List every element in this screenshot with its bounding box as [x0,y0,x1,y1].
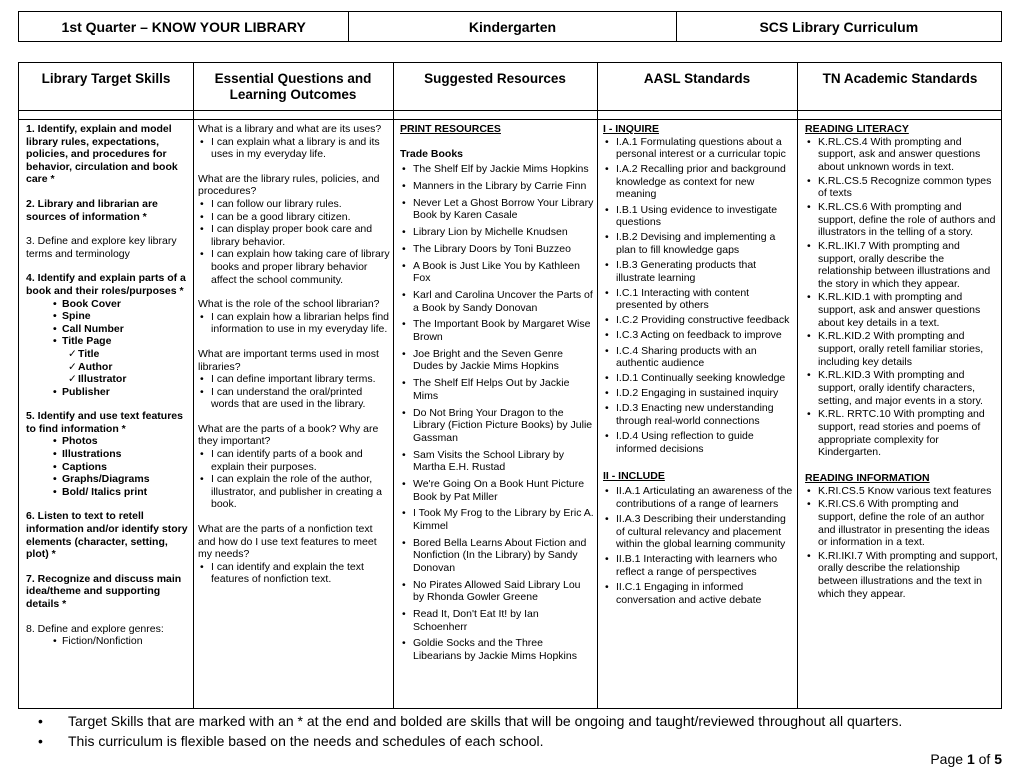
skill-5-item: • Graphs/Diagrams [26,473,188,486]
book-item: • Joe Bright and the Seven Genre Dudes by Jackie Mims Hopkins [400,348,594,373]
col-header-questions: Essential Questions and Learning Outcomes [214,71,372,102]
tn-information-heading: READING INFORMATION [805,471,930,484]
aasl-standard: • I.C.4 Sharing products with an authentic audience [603,345,795,370]
resources-column [400,123,594,667]
aasl-inquire-heading: I - INQUIRE [603,123,660,135]
aasl-standard: • I.A.1 Formulating questions about a personal interest or a curricular topic [603,136,795,161]
page-number: Page 1 of 5 [930,751,1002,767]
skill-5-item: • Captions [26,461,188,474]
tn-standard: • K.RI.IKI.7 With prompting and support, orally describe the relationship between illustrations and the text in which they appear. [805,550,999,600]
tn-literacy-heading: READING LITERACY [805,123,909,135]
aasl-standard: • I.C.3 Acting on feedback to improve [603,329,795,342]
tn-column [805,123,999,601]
skill-4-check: ✓ Title [26,348,188,361]
book-item: • A Book is Just Like You by Kathleen Fox [400,260,594,285]
tn-standard: • K.RL.IKI.7 With prompting and support, orally describe the relationship between illustrations and the story in which they appear. [805,240,999,290]
book-item: • Never Let a Ghost Borrow Your Library Book by Karen Casale [400,197,594,222]
skill-5: 5. Identify and use text features to find information * [26,410,183,435]
tn-standard: • K.RL.KID.3 With prompting and support, orally identify characters, setting, and major events in a story. [805,369,999,407]
col-header-resources: Suggested Resources [424,71,566,86]
aasl-standard: • II.A.1 Articulating an awareness of the contributions of a range of learners [603,485,795,510]
question: What are the parts of a nonfiction text and how do I use text features to meet my needs? [198,523,377,561]
outcome: • I can display proper book care and library behavior. [198,223,390,248]
aasl-include-list [603,485,795,606]
col-header-aasl: AASL Standards [643,71,751,86]
skill-4-item: • Title Page [26,335,188,348]
aasl-column [603,123,795,609]
skill-8-item: • Fiction/Nonfiction [26,635,188,648]
outcome: • I can be a good library citizen. [198,211,390,224]
question: What are the parts of a book? Why are they important? [198,422,379,448]
curriculum-title: SCS Library Curriculum [759,18,919,35]
tn-information-list [805,485,999,601]
book-item: • Goldie Socks and the Three Libearians by Jackie Mims Hopkins [400,637,594,662]
skill-4-item: • Spine [26,310,188,323]
tn-standard: • K.RL.KID.2 With prompting and support, orally retell familiar stories, including key details [805,330,999,368]
aasl-standard: • I.C.1 Interacting with content presented by others [603,287,795,312]
question: What is the role of the school librarian? [198,298,380,311]
aasl-standard: • II.C.1 Engaging in informed conversation and active debate [603,581,795,606]
book-item: • Library Lion by Michelle Knudsen [400,226,594,239]
book-item: • Do Not Bring Your Dragon to the Library (Fiction Picture Books) by Julie Gassman [400,407,594,445]
book-list [400,163,594,662]
aasl-standard: • I.D.4 Using reflection to guide informed decisions [603,430,795,455]
question: What are the library rules, policies, and procedures? [198,172,380,198]
book-item: • Sam Visits the School Library by Martha E.H. Rustad [400,449,594,474]
tn-standard: • K.RL.KID.1 with prompting and support, ask and answer questions about key details in a text. [805,291,999,329]
book-item: • Read It, Don't Eat It! by Ian Schoenherr [400,608,594,633]
outcome: • I can explain how taking care of library books and proper library behavior affect the school community. [198,248,390,286]
skill-7: 7. Recognize and discuss main idea/theme and supporting details * [26,572,182,610]
aasl-inquire-list [603,136,795,456]
tn-standard: • K.RI.CS.5 Know various text features [805,485,999,498]
book-item: • The Shelf Elf Helps Out by Jackie Mims [400,377,594,402]
outcome: • I can follow our library rules. [198,198,390,211]
resources-heading: PRINT RESOURCES [400,123,501,135]
tn-standard: • K.RL.CS.5 Recognize common types of texts [805,175,999,200]
aasl-standard: • I.D.2 Engaging in sustained inquiry [603,387,795,400]
tn-literacy-list [805,136,999,459]
col-header-tn: TN Academic Standards [822,71,978,86]
outcome: • I can define important library terms. [198,373,390,386]
document-header [18,11,1002,42]
aasl-standard: • I.B.1 Using evidence to investigate questions [603,204,795,229]
aasl-standard: • I.C.2 Providing constructive feedback [603,314,795,327]
outcome: • I can explain what a library is and its uses in my everyday life. [198,136,390,161]
skill-6: 6. Listen to text to retell information and/or identify story elements (character, setting, plot) * [26,510,188,561]
skill-5-item: • Bold/ Italics print [26,486,188,499]
question: What are important terms used in most libraries? [198,347,379,373]
book-item: • The Shelf Elf by Jackie Mims Hopkins [400,163,594,176]
tn-standard: • K.RL.CS.6 With prompting and support, define the role of authors and illustrators in the telling of a story. [805,201,999,239]
skill-1: 1. Identify, explain and model library rules, expectations, policies, and procedures for behavior, circulation and book care * [26,123,178,186]
book-item: • Manners in the Library by Carrie Finn [400,180,594,193]
outcome: • I can understand the oral/printed words that are used in the library. [198,386,390,411]
trade-books-heading: Trade Books [400,147,464,160]
skills-column [26,123,188,648]
book-item: • The Important Book by Margaret Wise Brown [400,318,594,343]
tn-standard: • K.RL. RRTC.10 With prompting and support, read stories and poems of appropriate complexity for Kindergarten. [805,408,999,458]
skill-4-item: • Call Number [26,323,188,336]
aasl-standard: • I.B.3 Generating products that illustrate learning [603,259,795,284]
aasl-standard: • I.A.2 Recalling prior and background knowledge as context for new meaning [603,163,795,201]
skill-3: 3. Define and explore key library terms and terminology [26,235,177,260]
tn-standard: • K.RI.CS.6 With prompting and support, define the role of an author and illustrator in presenting the ideas or information in a text. [805,498,999,548]
curriculum-table [18,62,1002,709]
skill-4-check: ✓ Illustrator [26,373,188,386]
aasl-standard: • II.B.1 Interacting with learners who reflect a range of perspectives [603,553,795,578]
outcome: • I can identify and explain the text features of nonfiction text. [198,561,390,586]
skill-4-item: • Publisher [26,386,188,399]
aasl-standard: • I.D.1 Continually seeking knowledge [603,372,795,385]
outcome: • I can identify parts of a book and explain their purposes. [198,448,390,473]
skill-8: 8. Define and explore genres: [26,622,164,635]
skill-4-check: ✓ Author [26,361,188,374]
quarter-title: 1st Quarter – KNOW YOUR LIBRARY [19,12,349,41]
book-item: • Karl and Carolina Uncover the Parts of a Book by Sandy Donovan [400,289,594,314]
book-item: • Bored Bella Learns About Fiction and Nonfiction (In the Library) by Sandy Donovan [400,537,594,575]
tn-standard: • K.RL.CS.4 With prompting and support, ask and answer questions about unknown words in text. [805,136,999,174]
aasl-include-heading: II - INCLUDE [603,469,665,482]
grade-title: Kindergarten [349,12,676,41]
aasl-standard: • I.B.2 Devising and implementing a plan to fill knowledge gaps [603,231,795,256]
skill-4-item: • Book Cover [26,298,188,311]
question: What is a library and what are its uses? [198,123,382,135]
skill-5-item: • Photos [26,435,188,448]
book-item: • I Took My Frog to the Library by Eric A. Kimmel [400,507,594,532]
outcome: • I can explain how a librarian helps find information to use in my everyday life. [198,311,390,336]
book-item: • The Library Doors by Toni Buzzeo [400,243,594,256]
skill-4: 4. Identify and explain parts of a book and their roles/purposes * [26,272,186,297]
questions-column [198,123,390,586]
aasl-standard: • II.A.3 Describing their understanding of cultural relevancy and placement within the global learning community [603,513,795,551]
book-item: • No Pirates Allowed Said Library Lou by Rhonda Gowler Greene [400,579,594,604]
aasl-standard: • I.D.3 Enacting new understanding through real-world connections [603,402,795,427]
outcome: • I can explain the role of the author, illustrator, and publisher in creating a book. [198,473,390,511]
col-header-skills: Library Target Skills [41,71,171,86]
book-item: • We're Going On a Book Hunt Picture Book by Pat Miller [400,478,594,503]
skill-2: 2. Library and librarian are sources of information * [26,197,158,223]
skill-5-item: • Illustrations [26,448,188,461]
